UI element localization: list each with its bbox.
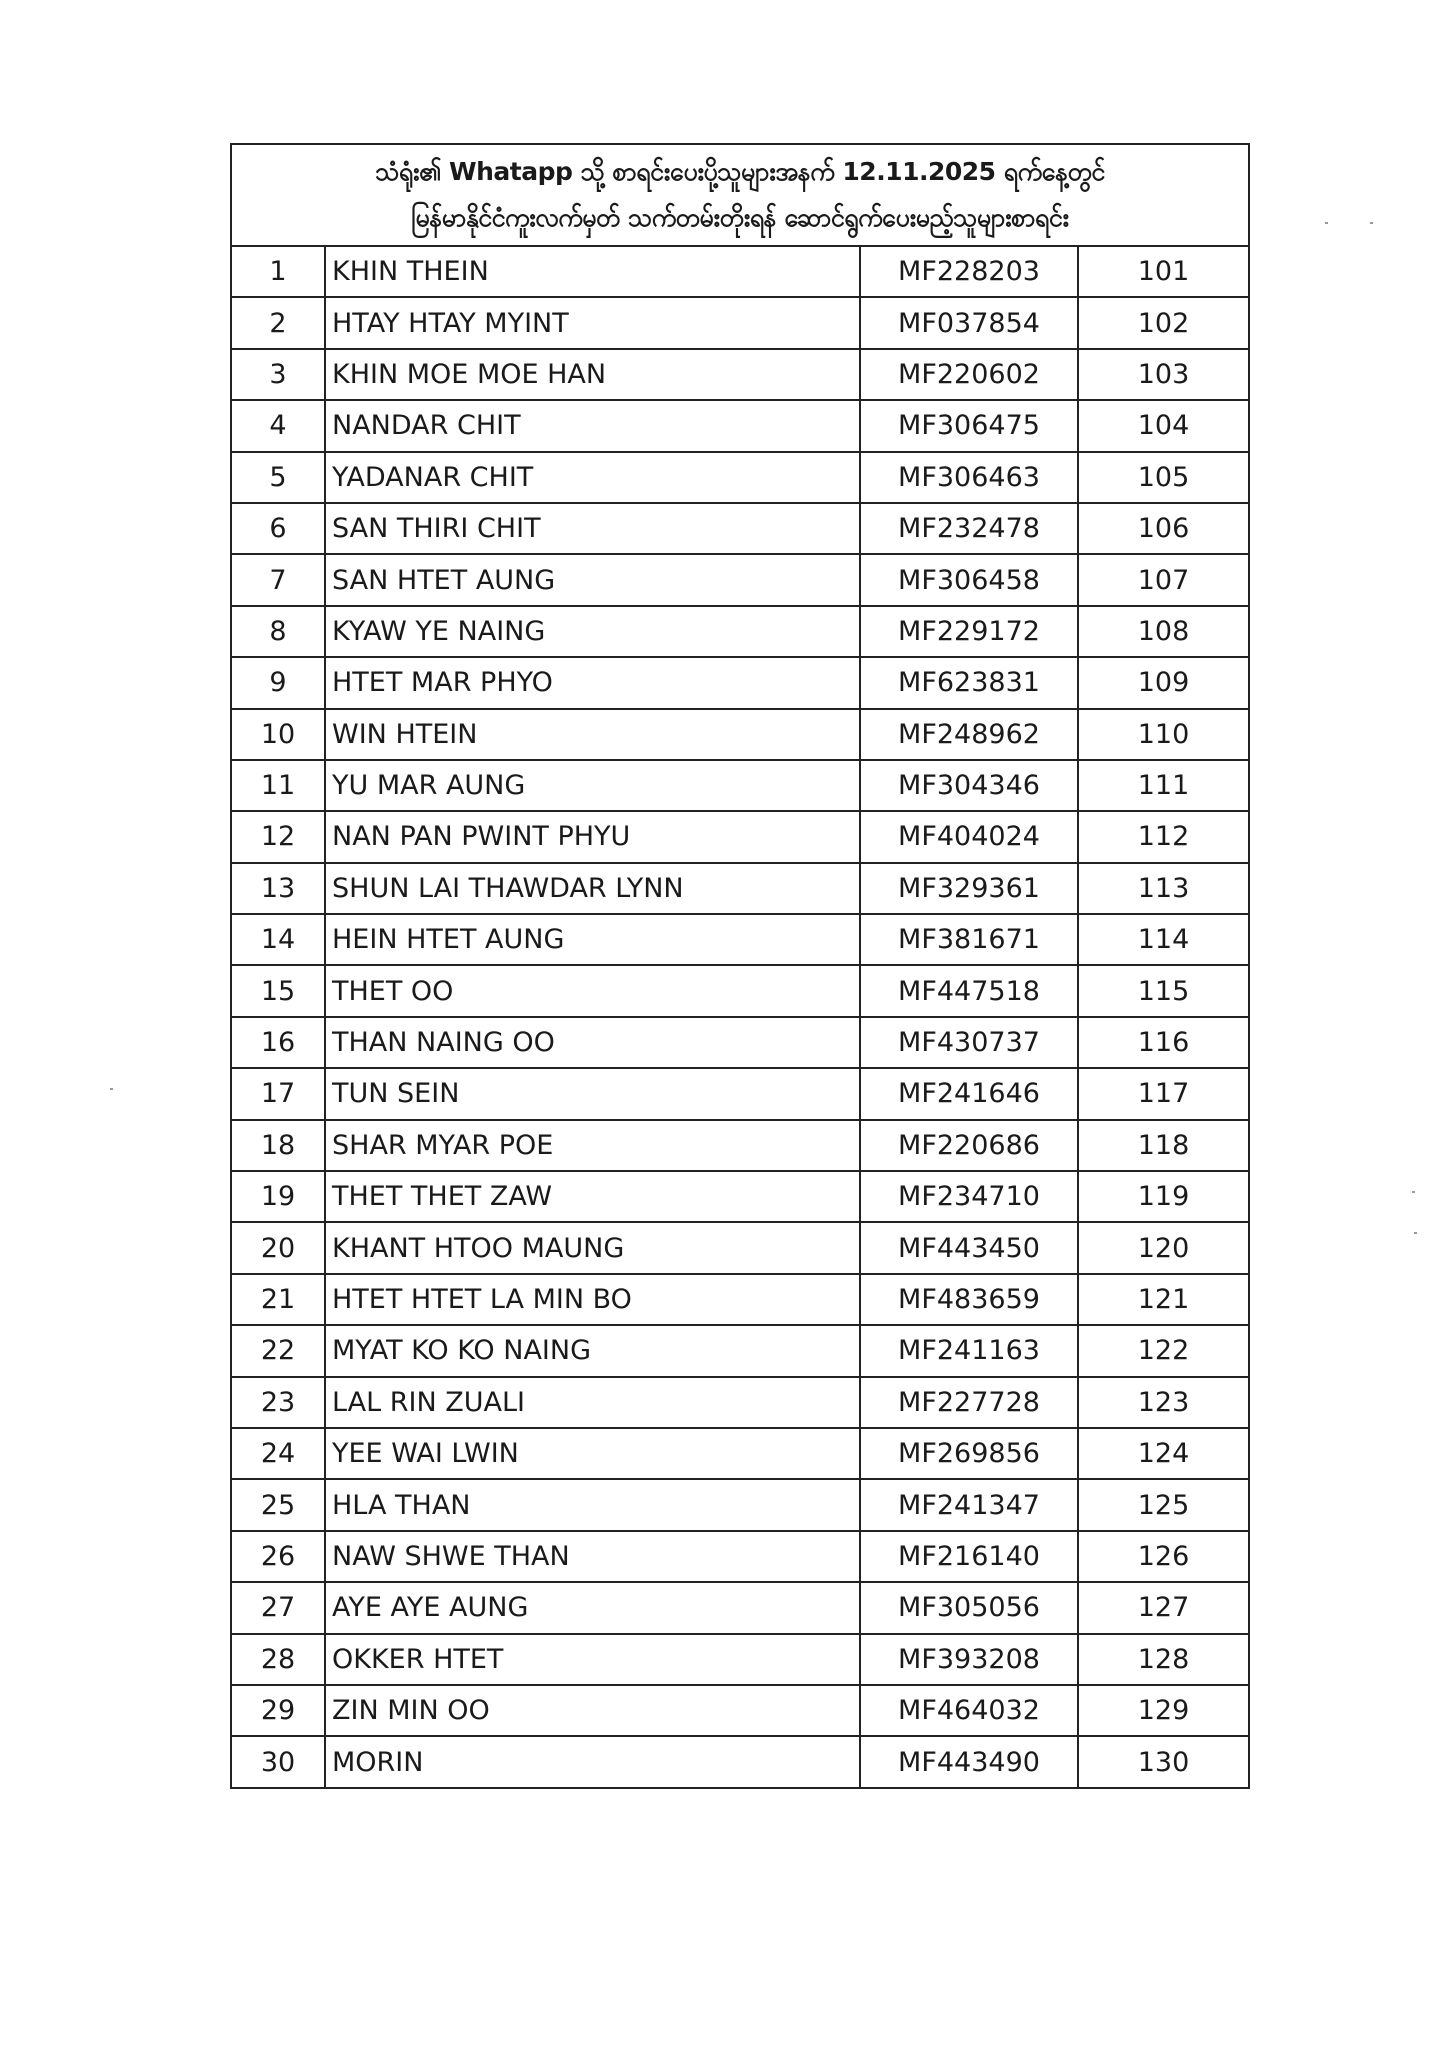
row-number: 10: [231, 709, 325, 760]
table-row: [231, 1068, 1249, 1119]
applicant-name: NAN PAN PWINT PHYU: [325, 811, 860, 862]
passport-number: MF248962: [860, 709, 1078, 760]
passport-number: MF227728: [860, 1377, 1078, 1428]
applicant-name: THET OO: [325, 965, 860, 1016]
passport-number: MF304346: [860, 760, 1078, 811]
title-line-1: သံရုံး၏ Whatapp သို့ စာရင်းပေးပို့သူများအနက် 12.11.2025 ရက်နေ့တွင်: [375, 157, 1105, 186]
applicant-name: KYAW YE NAING: [325, 606, 860, 657]
applicant-name: WIN HTEIN: [325, 709, 860, 760]
table-row: [231, 1171, 1249, 1222]
sequence-number: 110: [1078, 709, 1249, 760]
applicant-name: KHIN THEIN: [325, 246, 860, 297]
row-number: 14: [231, 914, 325, 965]
row-number: 25: [231, 1479, 325, 1530]
table-row: [231, 1736, 1249, 1787]
table-row: [231, 709, 1249, 760]
passport-number: MF393208: [860, 1634, 1078, 1685]
passport-number: MF443450: [860, 1222, 1078, 1273]
sequence-number: 123: [1078, 1377, 1249, 1428]
sequence-number: 114: [1078, 914, 1249, 965]
row-number: 11: [231, 760, 325, 811]
applicant-name: OKKER HTET: [325, 1634, 860, 1685]
table-row: [231, 246, 1249, 297]
applicant-name: MYAT KO KO NAING: [325, 1325, 860, 1376]
sequence-number: 116: [1078, 1017, 1249, 1068]
row-number: 30: [231, 1736, 325, 1787]
table-row: [231, 503, 1249, 554]
applicant-name: YEE WAI LWIN: [325, 1428, 860, 1479]
applicant-name: SAN THIRI CHIT: [325, 503, 860, 554]
sequence-number: 106: [1078, 503, 1249, 554]
row-number: 28: [231, 1634, 325, 1685]
applicant-name: SHUN LAI THAWDAR LYNN: [325, 863, 860, 914]
sequence-number: 112: [1078, 811, 1249, 862]
table-row: [231, 1582, 1249, 1633]
sequence-number: 113: [1078, 863, 1249, 914]
applicant-name: ZIN MIN OO: [325, 1685, 860, 1736]
table-row: [231, 606, 1249, 657]
table-row: [231, 1017, 1249, 1068]
table-row: [231, 452, 1249, 503]
passport-number: MF623831: [860, 657, 1078, 708]
table-title: [230, 143, 1250, 245]
applicant-name: NANDAR CHIT: [325, 400, 860, 451]
sequence-number: 120: [1078, 1222, 1249, 1273]
table-row: [231, 1685, 1249, 1736]
table-row: [231, 554, 1249, 605]
applicant-name: HLA THAN: [325, 1479, 860, 1530]
row-number: 13: [231, 863, 325, 914]
table-row: [231, 1479, 1249, 1530]
applicant-name: TUN SEIN: [325, 1068, 860, 1119]
passport-number: MF232478: [860, 503, 1078, 554]
sequence-number: 128: [1078, 1634, 1249, 1685]
applicant-name: YU MAR AUNG: [325, 760, 860, 811]
sequence-number: 111: [1078, 760, 1249, 811]
row-number: 15: [231, 965, 325, 1016]
sequence-number: 105: [1078, 452, 1249, 503]
sequence-number: 118: [1078, 1120, 1249, 1171]
passport-number: MF483659: [860, 1274, 1078, 1325]
table-row: [231, 297, 1249, 348]
passport-number: MF220686: [860, 1120, 1078, 1171]
applicant-name: THAN NAING OO: [325, 1017, 860, 1068]
table-row: [231, 1274, 1249, 1325]
table-row: [231, 1377, 1249, 1428]
row-number: 19: [231, 1171, 325, 1222]
table-row: [231, 914, 1249, 965]
passport-number: MF269856: [860, 1428, 1078, 1479]
passport-number: MF329361: [860, 863, 1078, 914]
passport-number: MF404024: [860, 811, 1078, 862]
scan-speck: [1325, 222, 1328, 224]
passport-number: MF443490: [860, 1736, 1078, 1787]
applicant-name: KHIN MOE MOE HAN: [325, 349, 860, 400]
passport-number: MF306458: [860, 554, 1078, 605]
sequence-number: 130: [1078, 1736, 1249, 1787]
sequence-number: 102: [1078, 297, 1249, 348]
sequence-number: 121: [1078, 1274, 1249, 1325]
passport-number: MF306463: [860, 452, 1078, 503]
table-row: [231, 811, 1249, 862]
applicant-name: HTAY HTAY MYINT: [325, 297, 860, 348]
scan-speck: [1414, 1232, 1417, 1234]
row-number: 1: [231, 246, 325, 297]
sequence-number: 122: [1078, 1325, 1249, 1376]
row-number: 22: [231, 1325, 325, 1376]
row-number: 7: [231, 554, 325, 605]
passport-number: MF241347: [860, 1479, 1078, 1530]
sequence-number: 109: [1078, 657, 1249, 708]
passport-number: MF216140: [860, 1531, 1078, 1582]
applicant-name: MORIN: [325, 1736, 860, 1787]
row-number: 9: [231, 657, 325, 708]
sequence-number: 103: [1078, 349, 1249, 400]
table-row: [231, 1531, 1249, 1582]
passport-number: MF464032: [860, 1685, 1078, 1736]
row-number: 6: [231, 503, 325, 554]
row-number: 8: [231, 606, 325, 657]
applicant-name: NAW SHWE THAN: [325, 1531, 860, 1582]
title-line-2: မြန်မာနိုင်ငံကူးလက်မှတ် သက်တမ်းတိုးရန် ဆောင်ရွက်ပေးမည့်သူများစာရင်း: [411, 203, 1069, 232]
passport-number: MF381671: [860, 914, 1078, 965]
applicant-table: [230, 245, 1250, 1789]
sequence-number: 107: [1078, 554, 1249, 605]
row-number: 23: [231, 1377, 325, 1428]
sequence-number: 104: [1078, 400, 1249, 451]
row-number: 5: [231, 452, 325, 503]
row-number: 29: [231, 1685, 325, 1736]
sequence-number: 125: [1078, 1479, 1249, 1530]
row-number: 4: [231, 400, 325, 451]
passport-number: MF430737: [860, 1017, 1078, 1068]
sequence-number: 126: [1078, 1531, 1249, 1582]
table-row: [231, 1120, 1249, 1171]
row-number: 18: [231, 1120, 325, 1171]
table-row: [231, 1325, 1249, 1376]
passport-number: MF241163: [860, 1325, 1078, 1376]
row-number: 27: [231, 1582, 325, 1633]
applicant-name: HEIN HTET AUNG: [325, 914, 860, 965]
applicant-name: LAL RIN ZUALI: [325, 1377, 860, 1428]
sequence-number: 115: [1078, 965, 1249, 1016]
applicant-name: SAN HTET AUNG: [325, 554, 860, 605]
passport-number: MF305056: [860, 1582, 1078, 1633]
sequence-number: 119: [1078, 1171, 1249, 1222]
sequence-number: 117: [1078, 1068, 1249, 1119]
sequence-number: 101: [1078, 246, 1249, 297]
row-number: 16: [231, 1017, 325, 1068]
passport-number: MF234710: [860, 1171, 1078, 1222]
sequence-number: 124: [1078, 1428, 1249, 1479]
passport-number: MF037854: [860, 297, 1078, 348]
passport-number: MF306475: [860, 400, 1078, 451]
passport-number: MF241646: [860, 1068, 1078, 1119]
sequence-number: 108: [1078, 606, 1249, 657]
row-number: 2: [231, 297, 325, 348]
applicant-name: YADANAR CHIT: [325, 452, 860, 503]
table-row: [231, 1428, 1249, 1479]
row-number: 17: [231, 1068, 325, 1119]
table-row: [231, 349, 1249, 400]
applicant-name: KHANT HTOO MAUNG: [325, 1222, 860, 1273]
passport-number: MF447518: [860, 965, 1078, 1016]
table-row: [231, 965, 1249, 1016]
applicant-name: THET THET ZAW: [325, 1171, 860, 1222]
scan-speck: [110, 1088, 113, 1090]
sequence-number: 127: [1078, 1582, 1249, 1633]
row-number: 20: [231, 1222, 325, 1273]
table-row: [231, 760, 1249, 811]
scan-speck: [1412, 1191, 1415, 1193]
passport-number: MF228203: [860, 246, 1078, 297]
applicant-name: HTET MAR PHYO: [325, 657, 860, 708]
row-number: 24: [231, 1428, 325, 1479]
passport-number: MF229172: [860, 606, 1078, 657]
applicant-name: SHAR MYAR POE: [325, 1120, 860, 1171]
applicant-name: HTET HTET LA MIN BO: [325, 1274, 860, 1325]
table-row: [231, 400, 1249, 451]
table-row: [231, 657, 1249, 708]
document-sheet: [230, 143, 1250, 1789]
sequence-number: 129: [1078, 1685, 1249, 1736]
table-row: [231, 863, 1249, 914]
table-row: [231, 1634, 1249, 1685]
row-number: 21: [231, 1274, 325, 1325]
passport-number: MF220602: [860, 349, 1078, 400]
applicant-name: AYE AYE AUNG: [325, 1582, 860, 1633]
scan-speck: [1370, 222, 1373, 224]
row-number: 12: [231, 811, 325, 862]
row-number: 3: [231, 349, 325, 400]
table-row: [231, 1222, 1249, 1273]
row-number: 26: [231, 1531, 325, 1582]
